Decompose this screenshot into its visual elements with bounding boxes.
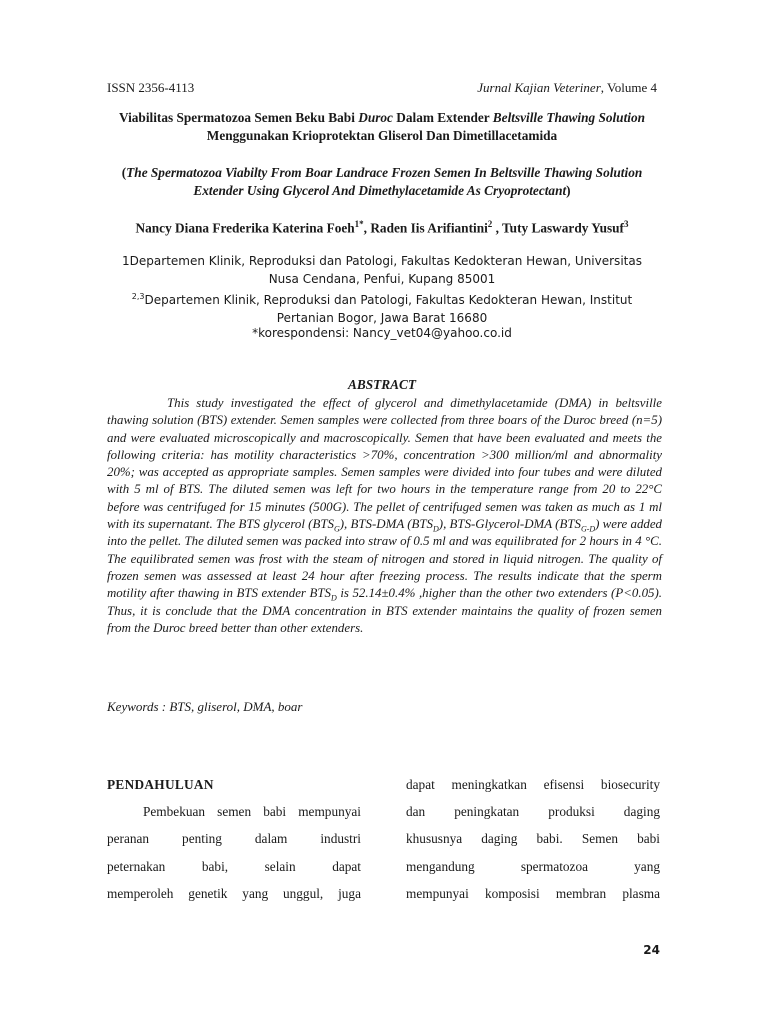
body-line: peranan penting dalam industri <box>107 831 361 847</box>
keywords: Keywords : BTS, gliserol, DMA, boar <box>107 699 303 714</box>
title-english-text: The Spermatozoa Viabilty From Boar Landrace Frozen Semen In Beltsville Thawing Solution Extender Using Glycerol And Dimethylacetamide As Cryoprotectant <box>126 165 643 198</box>
title-text: Dalam Extender <box>392 110 493 125</box>
title-text-italic: Beltsville Thawing Solution <box>492 110 646 125</box>
correspondence-email: *korespondensi: Nancy_vet04@yahoo.co.id <box>252 326 512 340</box>
author-name: Raden Iis Arifiantini <box>370 220 488 236</box>
author-affiliation-mark: 1* <box>354 219 364 229</box>
body-line: dan peningkatan produksi daging <box>406 804 660 820</box>
abstract-text: ), BTS-Glycerol-DMA (BTS <box>438 517 581 532</box>
abstract-text: ), BTS-DMA (BTS <box>339 517 433 532</box>
body-line: mempunyai komposisi membran plasma <box>406 885 660 901</box>
affiliation-1: 1Departemen Klinik, Reproduksi dan Patologi, Fakultas Kedokteran Hewan, Universitas Nusa Cendana, Penfui, Kupang 85001 <box>122 254 642 286</box>
author-affiliation-mark: 3 <box>623 219 629 229</box>
abstract-text: This study investigated the effect of glycerol and dimethylacetamide (DMA) in beltsville thawing solution (BTS) extender. Semen samples were collected from three boars of the Duroc breed (n=5) and were evaluated microscopically and macroscopically. Semen that have been evaluated and meets the following criteria: has motility characteristics >70%, concentration >300 million/ml and abnormality 20%; was accepted as appropriate samples. Semen samples were divided into four tubes and were diluted with 5 ml of BTS. The diluted semen was left for two hours in the temperature range from 20 to 22°C before was centrifuged for 15 minutes (500G). The pellet of centrifuged semen was taken as much as 1 ml with its supernatant. The BTS glycerol (BTS <box>107 396 662 532</box>
page-number: 24 <box>643 943 660 957</box>
journal-volume <box>477 80 657 96</box>
body-line: khususnya daging babi. Semen babi <box>406 831 660 847</box>
running-header <box>107 80 657 96</box>
intro-right-column <box>406 771 660 907</box>
body-line: peternakan babi, selain dapat <box>107 858 361 874</box>
body-line: Pembekuan semen babi mempunyai <box>143 804 361 820</box>
title-english <box>107 164 657 200</box>
abstract-subscript: D <box>330 593 337 603</box>
affiliation-2 <box>107 288 657 327</box>
title-text: Viabilitas Spermatozoa Semen Beku Babi <box>118 110 359 125</box>
section-heading: PENDAHULUAN <box>107 777 214 792</box>
affiliation-text: Departemen Klinik, Reproduksi dan Patologi, Fakultas Kedokteran Hewan, Institut Pertanian Bogor, Jawa Barat 16680 <box>144 293 633 325</box>
abstract-text: is 52.14±0.4% ,higher than the other two extenders (P<0.05). Thus, it is conclude that the DMA concentration in BTS extender maintains the quality of frozen semen from the Duroc breed better than other extenders. <box>107 586 662 635</box>
journal-name: Jurnal Kajian Veteriner <box>477 80 601 95</box>
title-indonesian <box>107 109 657 145</box>
intro-left-column <box>107 771 361 907</box>
author-separator: , <box>492 220 503 236</box>
affiliation-mark: 2,3 <box>131 292 145 301</box>
body-line: mengandung spermatozoa yang <box>406 858 660 874</box>
author-name: Nancy Diana Frederika Katerina Foeh <box>135 220 355 236</box>
abstract-text: ) were added into the pellet. The diluted semen was packed into straw of 0.5 ml and was equilibrated for 2 hours in 4 °C. The equilibrated semen was frost with the steam of nitrogen and stored in liquid nitrogen. The quality of frozen semen was assessed at least 24 hour after freezing process. The results indicate that the sperm motility after thawing in BTS extender BTS <box>107 517 662 601</box>
abstract-heading: ABSTRACT <box>348 377 416 392</box>
body-line: memperoleh genetik yang unggul, juga <box>107 885 361 901</box>
volume: , Volume 4 <box>600 80 657 95</box>
abstract-subscript: G-D <box>580 524 596 534</box>
issn: ISSN 2356-4113 <box>107 80 195 95</box>
abstract-body <box>107 395 662 637</box>
author-list <box>107 215 657 237</box>
abstract-subscript: G <box>333 524 340 534</box>
author-separator: , <box>363 220 371 236</box>
author-name: Tuty Laswardy Yusuf <box>502 220 624 236</box>
author-affiliation-mark: 2 <box>487 219 493 229</box>
title-paren: ) <box>566 183 571 198</box>
abstract-subscript: D <box>433 524 439 534</box>
body-line: dapat meningkatkan efisensi biosecurity <box>406 777 660 792</box>
title-text: Menggunakan Krioprotektan Gliserol Dan Dimetillacetamida <box>206 128 558 143</box>
title-paren: ( <box>121 165 127 180</box>
title-text-italic: Duroc <box>358 110 393 125</box>
